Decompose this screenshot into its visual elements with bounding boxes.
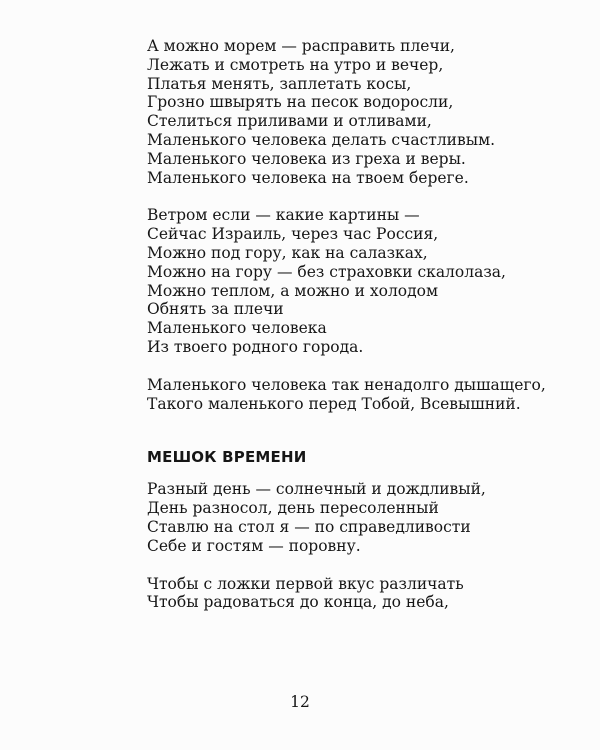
poem-line: Грозно швырять на песок водоросли, xyxy=(147,93,454,112)
poem-line: Такого маленького перед Тобой, Всевышний. xyxy=(147,394,521,413)
poem-title: МЕШОК ВРЕМЕНИ xyxy=(147,448,307,467)
poem-stanza xyxy=(147,37,557,187)
poem-stanza xyxy=(147,376,557,414)
poem-line: Лежать и смотреть на утро и вечер, xyxy=(147,55,444,74)
poem-text-block xyxy=(147,37,557,612)
poem-line: Стелиться приливами и отливами, xyxy=(147,112,432,131)
poem-line: Маленького человека делать счастливым. xyxy=(147,130,496,149)
poem-line: Ставлю на стол я — по справедливости xyxy=(147,517,471,536)
poem-line: Маленького человека из греха и веры. xyxy=(147,149,466,168)
poem-line: Сейчас Израиль, через час Россия, xyxy=(147,225,439,244)
poem-stanza xyxy=(147,480,557,555)
poem-line: Чтобы с ложки первой вкус различать xyxy=(147,574,464,593)
poem-line: А можно морем — расправить плечи, xyxy=(147,37,455,55)
poem-line: Маленького человека на твоем береге. xyxy=(147,168,469,187)
poem-line: Маленького человека так ненадолго дышащего, xyxy=(147,375,546,394)
poem-stanza xyxy=(147,206,557,356)
page-number: 12 xyxy=(290,693,310,711)
poem-line: Себе и гостям — поровну. xyxy=(147,536,361,555)
poem-line: Разный день — солнечный и дождливый, xyxy=(147,480,486,499)
poem-line: Платья менять, заплетать косы, xyxy=(147,74,412,93)
poem-line: Можно теплом, а можно и холодом xyxy=(147,281,439,300)
poem-line: Можно под гору, как на салазках, xyxy=(147,243,428,262)
stanza-gap xyxy=(147,556,557,575)
poem-line: Можно на гору — без страховки скалолаза, xyxy=(147,262,506,281)
poem-line: Чтобы радоваться до конца, до неба, xyxy=(147,593,449,612)
poem-line: Из твоего родного города. xyxy=(147,337,364,356)
poem-line: Маленького человека xyxy=(147,319,327,338)
poem-line: Обнять за плечи xyxy=(147,300,284,319)
poem-stanza xyxy=(147,575,557,613)
stanza-gap xyxy=(147,187,557,206)
poem-line: День разносол, день пересоленный xyxy=(147,499,439,518)
stanza-gap xyxy=(147,357,557,376)
poem-line: Ветром если — какие картины — xyxy=(147,206,420,225)
